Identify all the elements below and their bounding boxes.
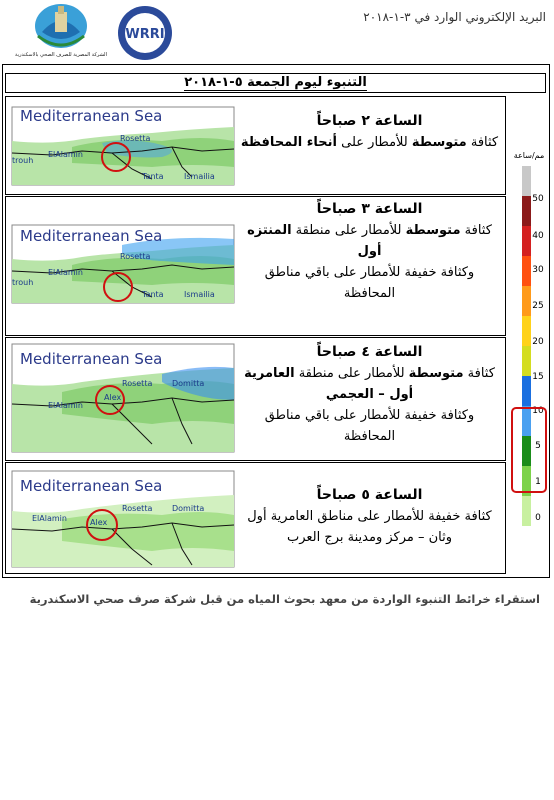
forecast-time-1: الساعة ٢ صباحاً xyxy=(316,113,423,129)
legend-unit-label: مم/ساعة xyxy=(513,151,545,160)
wrri-logo-text: WRRI xyxy=(125,27,165,42)
map-rosetta-label: Rosetta xyxy=(120,134,151,143)
map-elalamin-label: ElAlamin xyxy=(48,268,83,277)
map-tanta-label: Tanta xyxy=(142,172,164,181)
forecast-time-2: الساعة ٣ صباحاً xyxy=(316,201,423,217)
forecast-row-2 xyxy=(5,196,506,336)
legend-tick-label: 20 xyxy=(532,337,544,347)
forecast-row-4 xyxy=(5,462,506,574)
map-rosetta-label: Rosetta xyxy=(122,379,153,388)
forecast-desc-3: كثافة متوسطة للأمطار على منطقة العامرية أول – العجمي xyxy=(244,366,495,402)
legend-tick-label: 15 xyxy=(532,372,544,382)
legend-color-segment xyxy=(522,496,531,526)
map-sea-label: Mediterranean Sea xyxy=(20,350,163,368)
map-ismailia-label: Ismailia xyxy=(184,290,215,299)
legend-tick-label: 50 xyxy=(532,194,544,204)
map-matrouh-label: trouh xyxy=(12,278,34,287)
rain-map-4 xyxy=(12,471,234,567)
legend-color-segment xyxy=(522,316,531,346)
map-matrouh-label: trouh xyxy=(12,156,34,165)
forecast-desc-1: كثافة متوسطة للأمطار على أنحاء المحافظة xyxy=(240,135,499,150)
map-elalamin-label: ElAlamin xyxy=(48,401,83,410)
map-rosetta-label: Rosetta xyxy=(120,252,151,261)
rain-map-2 xyxy=(12,225,234,303)
map-rosetta-label: Rosetta xyxy=(122,504,153,513)
legend-color-segment xyxy=(522,286,531,316)
forecast-title: التنبوء ليوم الجمعة ٥-١-٢٠١٨ xyxy=(184,75,367,90)
legend-tick-label: 40 xyxy=(532,231,544,241)
forecast-text-2 xyxy=(238,199,501,304)
legend-color-segment xyxy=(522,406,531,436)
forecast-row-1 xyxy=(5,96,506,195)
legend-color-segment xyxy=(522,376,531,406)
map-domitta-label: Domitta xyxy=(172,379,205,388)
legend-tick-label: 1 xyxy=(535,477,541,487)
legend-tick-label: 5 xyxy=(535,441,541,451)
map-elalamin-label: ElAlamin xyxy=(48,150,83,159)
map-tanta-label: Tanta xyxy=(142,290,164,299)
legend-tick-label: 0 xyxy=(535,513,541,523)
email-date-line: البريد الإلكتروني الوارد في ٣-١-٢٠١٨ xyxy=(363,10,546,24)
legend-color-segment xyxy=(522,436,531,466)
map-sea-label: Mediterranean Sea xyxy=(20,227,163,245)
forecast-row-3 xyxy=(5,337,506,461)
forecast-time-4: الساعة ٥ صباحاً xyxy=(316,487,423,503)
map-elalamin-label: ElAlamin xyxy=(32,514,67,523)
legend-color-segment xyxy=(522,256,531,286)
forecast-title-box xyxy=(5,73,546,93)
rain-map-1 xyxy=(12,107,234,185)
map-domitta-label: Domitta xyxy=(172,504,205,513)
map-ismailia-label: Ismailia xyxy=(184,172,215,181)
legend-color-segment xyxy=(522,346,531,376)
forecast-text-1 xyxy=(238,111,501,153)
legend-tick-label: 25 xyxy=(532,301,544,311)
legend-tick-label: 30 xyxy=(532,265,544,275)
map-sea-label: Mediterranean Sea xyxy=(20,107,163,125)
forecast-text-4 xyxy=(238,485,501,548)
map-alex-label: Alex xyxy=(90,518,108,527)
forecast-desc-2: كثافة متوسطة للأمطار على منطقة المنتزه أول xyxy=(247,223,492,259)
map-alex-label: Alex xyxy=(104,393,122,402)
company-logo-text: الشركة المصرية للصرف الصحي بالاسكندرية xyxy=(15,52,107,58)
legend-color-segment xyxy=(522,196,531,226)
legend-tick-label: 10 xyxy=(532,406,544,416)
rain-intensity-legend xyxy=(508,96,550,536)
forecast-desc2-3: وكثافة خفيفة للأمطار على باقي مناطق المحافظة xyxy=(264,408,475,444)
forecast-desc2-2: وكثافة خفيفة للأمطار على باقي مناطق المحافظة xyxy=(264,265,475,301)
wrri-logo xyxy=(112,4,178,62)
map-sea-label: Mediterranean Sea xyxy=(20,477,163,495)
sanitation-company-logo xyxy=(15,2,107,60)
forecast-desc-4: كثافة خفيفة للأمطار على مناطق العامرية أول وثان – مركز ومدينة برج العرب xyxy=(247,509,492,545)
legend-color-segment xyxy=(522,166,531,196)
forecast-text-3 xyxy=(238,342,501,447)
rain-map-3 xyxy=(12,344,234,452)
footer-note: استقراء خرائط التنبوء الواردة من معهد بحوث المياه من قبل شركة صرف صحي الاسكندرية xyxy=(29,592,540,606)
legend-color-segment xyxy=(522,226,531,256)
forecast-time-3: الساعة ٤ صباحاً xyxy=(316,344,423,360)
